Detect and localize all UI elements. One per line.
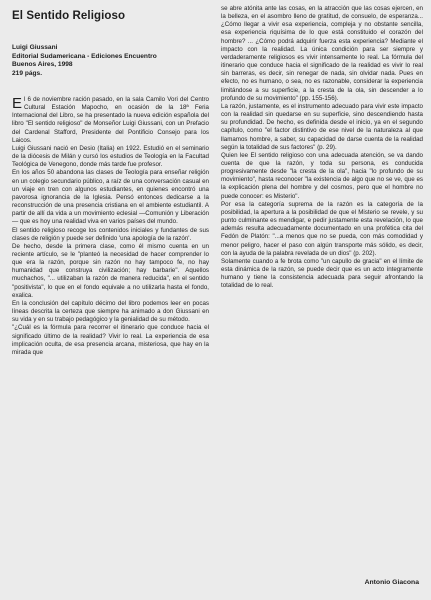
- paragraph: "¿Cuál es la fórmula para recorrer el itinerario que conduce hacia el significado último de la realidad? Vivir lo real. La experiencia de esa implicación oculta, de esa presencia arcana, misteriosa, que hay en la mirada que: [12, 324, 209, 356]
- paragraph: se abre atónita ante las cosas, en la atracción que las cosas ejercen, en la belleza, en el asombro lleno de gratitud, de consuelo, de esperanza... ¿Cómo llegar a vivir esa experiencia, compleja y no obstante sencilla, esa experiencia riquísima de lo que está constituido el corazón del hombre? ... ¿Cómo podrá adquirir fuerza esta experiencia? Mediante el impacto con la realidad. La única condición para ser siempre y verdaderamente religiosos es vivir intensamente lo real. La fórmula del itinerario que conduce hacia el significado de la realidad es vivir lo real sin barreras, es decir, sin renegar de nada, sin olvidar nada. Pues en efecto, no es humano, o sea, no es razonable, considerar la experiencia limitándose a su superficie, a la cresta de la ola, sin descender a lo profundo de su movimiento" (pp. 155-156).: [221, 5, 423, 102]
- right-column: [221, 5, 423, 290]
- book-place-year: Buenos Aires, 1998: [12, 61, 73, 69]
- paragraph: El sentido religioso recoge los contenidos iniciales y fundantes de sus clases de religión y puede ser definido 'una apología de la razón'.: [12, 226, 209, 242]
- paragraph: Luigi Giussani nació en Desio (Italia) en 1922. Estudió en el seminario de la diócesis de Milán y cursó los estudios de Teología en la Facultad Teológica de Venegono, donde más tarde fue profesor.: [12, 144, 209, 169]
- paragraph: En la conclusión del capítulo décimo del libro podemos leer en pocas líneas descrita la certeza que siempre ha animado a don Giussani en su vida y en su trabajo pedagógico y la genialidad de su método.: [12, 299, 209, 324]
- paragraph: La razón, justamente, es el instrumento adecuado para vivir este impacto con la realidad sin quedarse en su superficie, sino descendiendo hasta su profundidad. De hecho, es definida desde el inicio, ya en el segundo capítulo, como "el factor distintivo de ese nivel de la naturaleza al que llamamos hombre, a saber, su capacidad de darse cuenta de la realidad según la totalidad de sus factores" (p. 29).: [221, 102, 423, 151]
- book-publisher: Editorial Sudamericana - Ediciones Encuentro: [12, 52, 157, 60]
- drop-cap: E: [12, 95, 23, 112]
- paragraph: El 6 de noviembre ración pasado, en la sala Camilo Vori del Centro Cultural Estación Mapocho, en ocasión de la 18ª Feria Internacional del Libro, se ha presentado la nueva edición española del libro "El sentido religioso" de Monseñor Luigi Giussani, con un Prefacio del Cardenal Stafford, Presidente del Pontificio Consejo para los Laicos.: [12, 95, 209, 144]
- book-pages: 219 págs.: [12, 69, 43, 77]
- paragraph: Quien lee El sentido religioso con una adecuada atención, se va dando cuenta de que la razón, y toda su persona, es conducida progresivamente desde "la cresta de la ola", hacia "lo profundo de su movimiento", hasta reconocer "la existencia de algo que no se ve, que es la explicación plena del hombre y del cosmos, pero que el hombre no puede conocer: es Misterio".: [221, 151, 423, 200]
- paragraph: De hecho, desde la primera clase, como él mismo cuenta en un reciente artículo, se le "planteó la necesidad de hacer comprender lo que era la razón, porque sin razón no hay tampoco fe, no hay humanidad que construya civilización; hay barbarie". Aquellos muchachos, "... utilizaban la razón de manera reducida", en el sentido "positivista", lo que en el fondo equivale a no utilizarla hasta el fondo, exalica.: [12, 242, 209, 299]
- review-author: Antonio Giacona: [364, 579, 419, 586]
- left-column: [12, 96, 209, 357]
- paragraph: Por esa la categoría suprema de la razón es la categoría de la posibilidad, la apertura a la posibilidad de que el Misterio se revele, y su punto culminante es mendigar, e pedir justamente esta revelación, lo que además resulta adecuadamente documentado en una profética cita del Fedón de Platón: "...a menos que no se pueda, con más comodidad y menor peligro, hacer el paso con algún transporte más sólido, es decir, con la ayuda de la palabra revelada de un dios" (p. 202).: [221, 200, 423, 257]
- article-title: El Sentido Religioso: [12, 10, 126, 22]
- book-metadata: [12, 44, 212, 78]
- paragraph: Solamente cuando a fe brota como "un capullo de gracia" en el límite de esta dinámica de la razón, se puede decir que es un acto íntegramente humano y tiene la consistencia adecuada para seguir afrontando la totalidad de lo real.: [221, 257, 423, 290]
- paragraph: En los años 50 abandona las clases de Teología para enseñar religión en un colegio secundario público, a raíz de una conversación casual en un viaje en tren con algunos estudiantes, en quienes encontró una pavorosa ignorancia de la Iglesia. Pensó entonces dedicarse a la reconstrucción de una presencia cristiana en el ambiente estudiantil. A partir de allí da vida a un movimiento eclesial —Comunión y Liberación— que es hoy una realidad viva en varios países del mundo.: [12, 169, 209, 226]
- book-author: Luigi Giussani: [12, 44, 58, 51]
